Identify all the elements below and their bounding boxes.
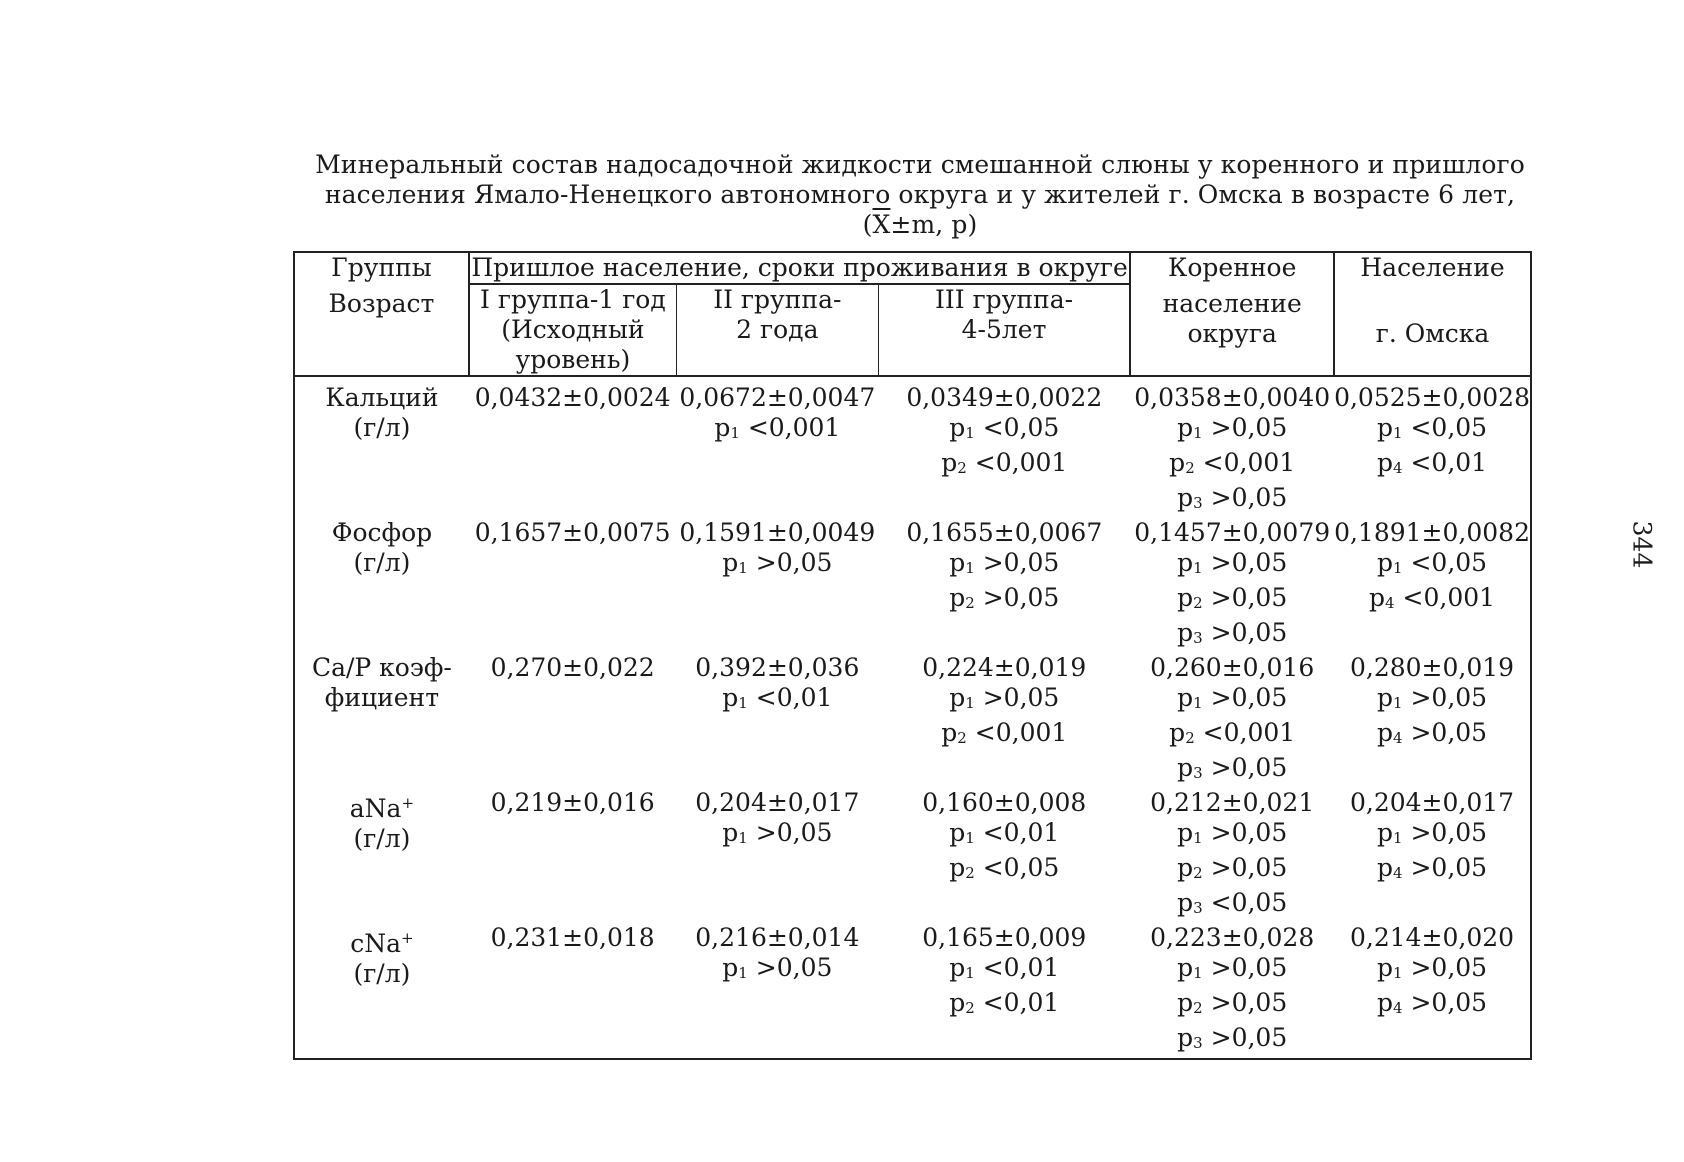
caption-line-3 [300, 210, 1540, 240]
p-index: 4 [1392, 729, 1403, 747]
p-comparison: <0,001 [1194, 718, 1296, 747]
p-comparison: >0,05 [1402, 988, 1488, 1017]
p-symbol: p [1376, 448, 1393, 477]
p-value [1334, 448, 1530, 483]
header-age: Возраст [328, 289, 435, 318]
p-index: 3 [1193, 629, 1203, 647]
p-symbol: p [949, 853, 966, 882]
p-symbol: p [1376, 548, 1393, 577]
p-index: 2 [1193, 864, 1203, 882]
p-index: 1 [1392, 829, 1403, 847]
p-value [878, 953, 1130, 988]
p-comparison: <0,001 [739, 413, 841, 442]
table-row [294, 383, 1531, 518]
p-comparison: >0,05 [747, 818, 833, 847]
p-index: 2 [957, 729, 967, 747]
p-index: 3 [1193, 899, 1203, 917]
p-comparison: >0,05 [1202, 953, 1288, 982]
p-symbol: p [949, 818, 966, 847]
p-comparison: >0,05 [974, 683, 1060, 712]
value-native: 0,1457±0,0079 [1134, 518, 1331, 547]
p-comparison: <0,001 [966, 718, 1068, 747]
p-symbol: p [1376, 853, 1393, 882]
p-symbol: p [1177, 818, 1194, 847]
page-number: 344 [1627, 520, 1657, 569]
p-value [1334, 718, 1530, 753]
header-g1-l1: I группа-1 год [480, 285, 666, 314]
p-value [878, 583, 1130, 618]
p-index: 2 [957, 459, 967, 477]
p-symbol: p [1169, 718, 1186, 747]
cell-indicator [294, 383, 469, 518]
cell-group-3 [878, 383, 1130, 518]
p-symbol: p [1376, 988, 1393, 1017]
p-index: 3 [1193, 1034, 1203, 1052]
p-index: 1 [1193, 829, 1203, 847]
p-comparison: >0,05 [1202, 583, 1288, 612]
p-symbol: p [949, 583, 966, 612]
p-comparison: <0,01 [974, 988, 1060, 1017]
p-value [1130, 548, 1334, 583]
header-native-l1: Коренное [1168, 253, 1297, 282]
value-group-2: 0,204±0,017 [695, 788, 860, 817]
p-comparison: <0,01 [974, 818, 1060, 847]
p-symbol: p [1177, 853, 1194, 882]
value-group-3: 0,165±0,009 [922, 923, 1087, 952]
p-value [1130, 818, 1334, 853]
p-comparison: <0,01 [974, 953, 1060, 982]
value-omsk: 0,280±0,019 [1349, 653, 1515, 682]
p-comparison: <0,05 [974, 853, 1060, 882]
p-symbol: p [941, 718, 958, 747]
value-group-1: 0,0432±0,0024 [474, 383, 671, 412]
p-comparison: >0,05 [1202, 1023, 1288, 1052]
p-value [676, 818, 878, 853]
header-native-l3: округа [1187, 319, 1277, 348]
value-native: 0,223±0,028 [1150, 923, 1315, 952]
p-comparison: >0,05 [1202, 683, 1288, 712]
cell-group-2 [676, 653, 878, 788]
p-symbol: p [1177, 413, 1194, 442]
header-omsk-l2: г. Омска [1375, 319, 1490, 348]
value-group-2: 0,1591±0,0049 [679, 518, 876, 547]
p-symbol: p [949, 953, 966, 982]
cell-group-3 [878, 923, 1130, 1059]
cell-group-3 [878, 788, 1130, 923]
row-indicator-name: Фосфор [331, 518, 433, 547]
row-indicator-name: aNa [349, 794, 402, 823]
p-index: 2 [1193, 594, 1203, 612]
cell-native [1130, 383, 1334, 518]
row-indicator-name: Кальций [325, 383, 439, 412]
p-value [1334, 853, 1530, 888]
p-comparison: <0,01 [1402, 448, 1488, 477]
p-value [878, 548, 1130, 583]
value-group-2: 0,216±0,014 [695, 923, 860, 952]
p-value [1130, 953, 1334, 988]
p-index: 1 [965, 424, 975, 442]
p-value [1334, 953, 1530, 988]
p-comparison: <0,05 [1402, 548, 1488, 577]
value-group-1: 0,219±0,016 [490, 788, 655, 817]
p-value [1130, 448, 1334, 483]
caption-open-paren: ( [862, 210, 873, 239]
p-index: 1 [738, 964, 748, 982]
header-native-l2: население [1162, 289, 1302, 318]
p-index: 4 [1392, 459, 1403, 477]
p-comparison: >0,05 [1402, 853, 1488, 882]
header-g3-l2: 4-5лет [961, 315, 1047, 344]
cell-omsk [1334, 923, 1531, 1059]
cell-group-1 [469, 788, 677, 923]
table-row [294, 788, 1531, 923]
p-comparison: <0,001 [1394, 583, 1496, 612]
cell-omsk [1334, 383, 1531, 518]
p-comparison: >0,05 [747, 953, 833, 982]
p-comparison: >0,05 [1202, 988, 1288, 1017]
p-comparison: <0,05 [1402, 413, 1488, 442]
p-value [1334, 548, 1530, 583]
p-value [1130, 853, 1334, 888]
table-row [294, 518, 1531, 653]
header-separator [294, 376, 1531, 383]
header-g2-l1: II группа- [713, 285, 842, 314]
p-symbol: p [1177, 753, 1194, 782]
p-comparison: >0,05 [1202, 413, 1288, 442]
p-index: 1 [738, 559, 748, 577]
cell-group-3 [878, 653, 1130, 788]
p-symbol: p [1177, 683, 1194, 712]
cell-omsk [1334, 518, 1531, 653]
row-indicator-unit: (г/л) [353, 413, 411, 442]
p-comparison: >0,05 [1202, 818, 1288, 847]
header-group-2 [676, 284, 878, 376]
row-indicator-name: cNa [350, 929, 402, 958]
table-row [294, 923, 1531, 1059]
p-value [878, 818, 1130, 853]
p-comparison: >0,05 [747, 548, 833, 577]
p-symbol: p [722, 683, 739, 712]
p-index: 1 [965, 964, 975, 982]
cell-omsk [1334, 788, 1531, 923]
p-index: 1 [1193, 694, 1203, 712]
p-value [1130, 683, 1334, 718]
value-omsk: 0,204±0,017 [1349, 788, 1515, 817]
value-group-3: 0,160±0,008 [922, 788, 1087, 817]
cell-indicator [294, 653, 469, 788]
p-index: 2 [965, 594, 975, 612]
p-comparison: >0,05 [974, 583, 1060, 612]
p-index: 1 [730, 424, 740, 442]
p-comparison: >0,05 [1202, 753, 1288, 782]
p-symbol: p [949, 413, 966, 442]
header-g3-l1: III группа- [935, 285, 1074, 314]
p-symbol: p [714, 413, 731, 442]
row-indicator-unit: (г/л) [353, 824, 411, 853]
mineral-composition-table [293, 251, 1532, 1060]
value-omsk: 0,214±0,020 [1349, 923, 1515, 952]
row-indicator-name: Ca/P коэф- [311, 653, 452, 682]
p-value [1334, 818, 1530, 853]
value-native: 0,0358±0,0040 [1134, 383, 1331, 412]
p-comparison: <0,05 [1202, 888, 1288, 917]
cell-group-2 [676, 788, 878, 923]
p-index: 1 [965, 694, 975, 712]
p-symbol: p [949, 683, 966, 712]
header-native-population [1130, 252, 1334, 376]
p-index: 4 [1392, 864, 1403, 882]
p-comparison: >0,05 [1402, 953, 1488, 982]
caption-mean-symbol: $\overline{X}$ [872, 210, 891, 239]
p-symbol: p [1376, 413, 1393, 442]
value-group-3: 0,0349±0,0022 [906, 383, 1103, 412]
p-index: 4 [1385, 594, 1395, 612]
value-group-1: 0,1657±0,0075 [474, 518, 671, 547]
header-g1-l2: (Исходный [501, 315, 645, 344]
value-group-2: 0,392±0,036 [695, 653, 860, 682]
value-group-1: 0,231±0,018 [490, 923, 655, 952]
p-value [1334, 413, 1530, 448]
p-comparison: >0,05 [974, 548, 1060, 577]
p-index: 4 [1392, 999, 1403, 1017]
p-value [1334, 683, 1530, 718]
p-value [878, 448, 1130, 483]
p-symbol: p [722, 548, 739, 577]
header-omsk-population [1334, 252, 1531, 376]
caption-line-2: населения Ямало-Ненецкого автономного округа и у жителей г. Омска в возрасте 6 лет, [324, 180, 1516, 209]
header-migrant-population: Пришлое население, сроки проживания в округе [469, 252, 1130, 284]
p-value [878, 718, 1130, 753]
p-index: 1 [965, 829, 975, 847]
header-group-3 [878, 284, 1130, 376]
p-value [1334, 583, 1530, 618]
header-g2-l2: 2 года [736, 315, 819, 344]
p-value [1130, 718, 1334, 753]
superscript-plus: + [401, 794, 415, 812]
p-index: 1 [965, 559, 975, 577]
cell-group-3 [878, 518, 1130, 653]
p-value [1334, 988, 1530, 1023]
p-index: 1 [1392, 424, 1403, 442]
p-comparison: >0,05 [1402, 718, 1488, 747]
p-index: 3 [1193, 494, 1203, 512]
p-symbol: p [949, 548, 966, 577]
p-symbol: p [1177, 583, 1194, 612]
p-value [1130, 1023, 1334, 1058]
p-value [1130, 413, 1334, 448]
header-g1-l3: уровень) [515, 345, 631, 374]
p-value [1130, 618, 1334, 653]
p-index: 1 [1392, 694, 1403, 712]
p-index: 1 [1392, 559, 1403, 577]
p-symbol: p [1376, 818, 1393, 847]
table-caption [300, 150, 1540, 240]
caption-rest: ±m, p) [890, 210, 978, 239]
p-index: 2 [965, 999, 975, 1017]
value-group-3: 0,224±0,019 [922, 653, 1087, 682]
cell-group-1 [469, 518, 677, 653]
caption-line-1: Минеральный состав надосадочной жидкости смешанной слюны у коренного и пришлого [315, 150, 1525, 179]
value-group-3: 0,1655±0,0067 [906, 518, 1103, 547]
cell-group-2 [676, 518, 878, 653]
cell-group-2 [676, 383, 878, 518]
p-value [1130, 753, 1334, 788]
p-comparison: <0,001 [966, 448, 1068, 477]
p-index: 1 [738, 829, 748, 847]
cell-native [1130, 653, 1334, 788]
p-index: 2 [965, 864, 975, 882]
p-index: 1 [1193, 559, 1203, 577]
value-native: 0,260±0,016 [1150, 653, 1315, 682]
p-comparison: >0,05 [1202, 618, 1288, 647]
cell-omsk [1334, 653, 1531, 788]
p-symbol: p [722, 953, 739, 982]
p-symbol: p [1376, 683, 1393, 712]
p-comparison: >0,05 [1202, 853, 1288, 882]
row-indicator-unit: фициент [324, 683, 440, 712]
cell-native [1130, 923, 1334, 1059]
p-value [878, 413, 1130, 448]
p-index: 2 [1185, 459, 1195, 477]
value-omsk: 0,0525±0,0028 [1334, 383, 1530, 412]
p-symbol: p [1177, 618, 1194, 647]
p-index: 2 [1193, 999, 1203, 1017]
p-value [676, 953, 878, 988]
header-group-1 [469, 284, 677, 376]
header-groups-age [294, 252, 469, 376]
p-value [1130, 988, 1334, 1023]
p-value [1130, 483, 1334, 518]
p-index: 1 [1392, 964, 1403, 982]
p-symbol: p [1369, 583, 1386, 612]
p-symbol: p [941, 448, 958, 477]
value-group-2: 0,0672±0,0047 [679, 383, 876, 412]
header-groups: Группы [331, 253, 432, 282]
value-omsk: 0,1891±0,0082 [1334, 518, 1530, 547]
cell-group-1 [469, 383, 677, 518]
p-value [676, 413, 878, 448]
p-value [1130, 888, 1334, 923]
p-comparison: <0,001 [1194, 448, 1296, 477]
p-comparison: >0,05 [1202, 548, 1288, 577]
cell-native [1130, 518, 1334, 653]
row-indicator-unit: (г/л) [353, 959, 411, 988]
p-symbol: p [722, 818, 739, 847]
p-symbol: p [949, 988, 966, 1017]
cell-group-1 [469, 653, 677, 788]
cell-group-2 [676, 923, 878, 1059]
p-value [1130, 583, 1334, 618]
header-omsk-l1: Население [1360, 253, 1505, 282]
p-symbol: p [1376, 718, 1393, 747]
p-index: 1 [738, 694, 748, 712]
p-symbol: p [1177, 483, 1194, 512]
p-symbol: p [1177, 548, 1194, 577]
p-comparison: >0,05 [1402, 683, 1488, 712]
p-index: 3 [1193, 764, 1203, 782]
table-row [294, 653, 1531, 788]
cell-indicator [294, 923, 469, 1059]
p-symbol: p [1177, 888, 1194, 917]
p-index: 2 [1185, 729, 1195, 747]
p-symbol: p [1177, 1023, 1194, 1052]
cell-native [1130, 788, 1334, 923]
value-native: 0,212±0,021 [1150, 788, 1315, 817]
p-comparison: >0,05 [1402, 818, 1488, 847]
p-comparison: >0,05 [1202, 483, 1288, 512]
value-group-1: 0,270±0,022 [490, 653, 655, 682]
p-value [878, 853, 1130, 888]
row-indicator-unit: (г/л) [353, 548, 411, 577]
p-value [878, 988, 1130, 1023]
p-symbol: p [1177, 953, 1194, 982]
p-value [676, 548, 878, 583]
p-comparison: <0,05 [974, 413, 1060, 442]
p-index: 1 [1193, 964, 1203, 982]
p-index: 1 [1193, 424, 1203, 442]
p-symbol: p [1376, 953, 1393, 982]
p-value [676, 683, 878, 718]
superscript-plus: + [401, 929, 414, 947]
p-value [878, 683, 1130, 718]
p-symbol: p [1169, 448, 1186, 477]
cell-group-1 [469, 923, 677, 1059]
p-comparison: <0,01 [747, 683, 833, 712]
cell-indicator [294, 518, 469, 653]
p-symbol: p [1177, 988, 1194, 1017]
cell-indicator [294, 788, 469, 923]
